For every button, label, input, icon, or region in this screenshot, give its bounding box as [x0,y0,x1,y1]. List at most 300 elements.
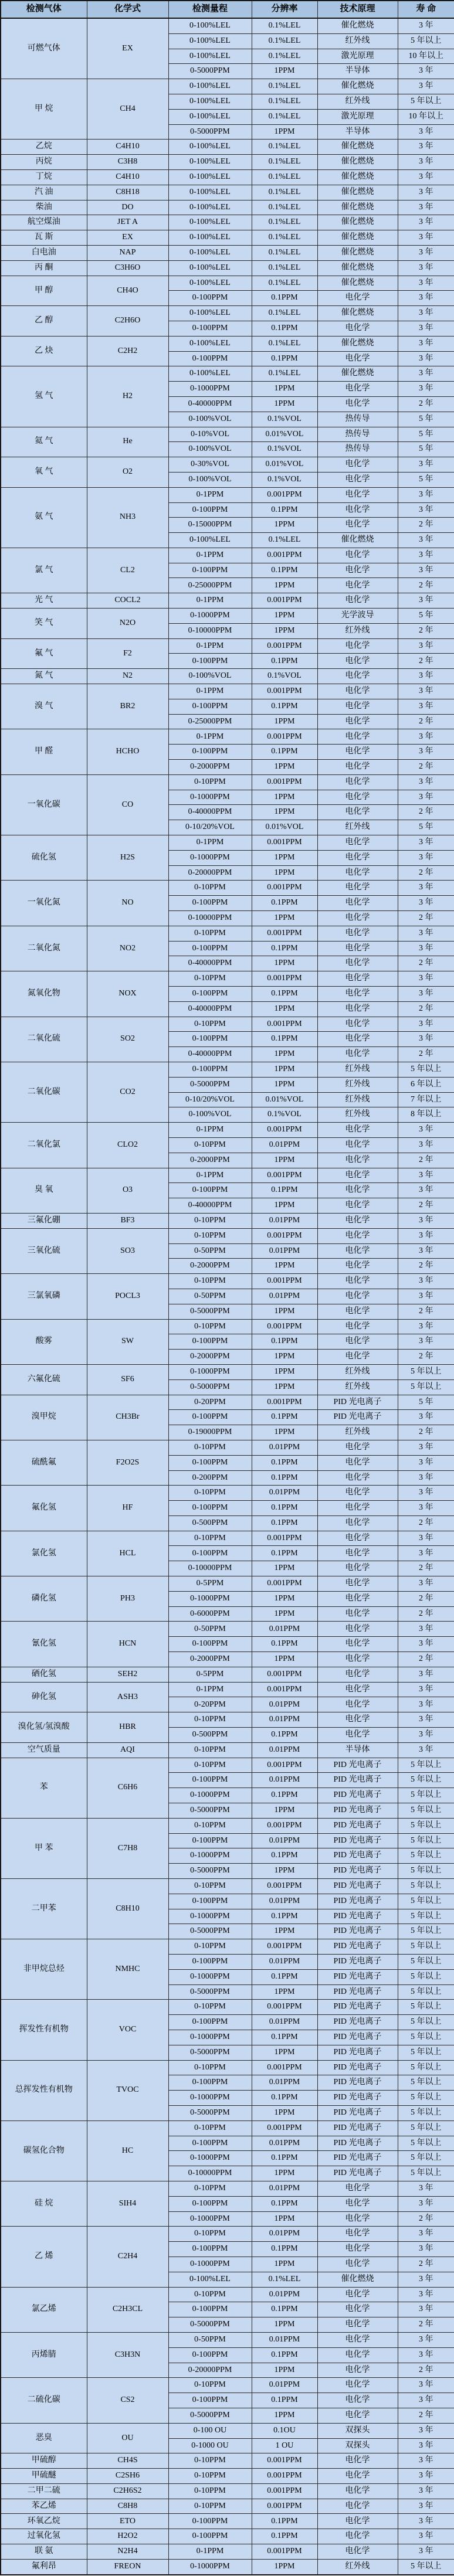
principle-cell: 电化学 [317,2393,398,2408]
formula-cell: C2H6O [87,306,168,337]
lifespan-cell: 2 年 [398,1350,454,1365]
gas-name-cell: 航空煤油 [1,215,87,230]
principle-cell: 红外线 [317,820,398,835]
principle-cell: 半导体 [317,1742,398,1758]
range-cell: 0-100PPM [168,2514,252,2529]
resolution-cell: 0.01PPM [252,1833,317,1848]
gas-name-cell: 碳氢化合物 [1,2120,87,2181]
formula-cell: SIH4 [87,2181,168,2226]
gas-name-cell: 硫酰氟 [1,1440,87,1485]
lifespan-cell: 3 年 [398,1017,454,1032]
range-cell: 0-100PPM [168,2242,252,2257]
resolution-cell: 1PPM [252,1364,317,1379]
resolution-cell: 0.001PPM [252,1879,317,1894]
range-cell: 0-100PPM [168,351,252,366]
principle-cell: 电化学 [317,1243,398,1259]
resolution-cell: 1PPM [252,1803,317,1819]
range-cell: 0-100PPM [168,1183,252,1198]
range-cell: 0-5000PPM [168,1924,252,1939]
gas-name-cell: 瓦 斯 [1,230,87,246]
table-row [1,200,454,215]
formula-cell: C2H2 [87,336,168,366]
range-cell: 0-10PPM [168,2181,252,2196]
range-cell: 0-100PPM [168,1501,252,1516]
resolution-cell: 1PPM [252,124,317,140]
gas-name-cell: 过氧化氢 [1,2529,87,2544]
lifespan-cell: 3 年 [398,1486,454,1501]
lifespan-cell: 3 年 [398,155,454,170]
lifespan-cell: 3 年 [398,1697,454,1712]
lifespan-cell: 5 年以上 [398,2030,454,2045]
lifespan-cell: 6 年以上 [398,1077,454,1092]
gas-name-cell: 溴化氢/氢溴酸 [1,1712,87,1743]
principle-cell: 电化学 [317,472,398,487]
principle-cell: 电化学 [317,548,398,563]
principle-cell: 红外线 [317,33,398,49]
principle-cell: 催化燃烧 [317,215,398,230]
formula-cell: VOC [87,2000,168,2060]
range-cell: 0-2000PPM [168,760,252,775]
range-cell: 0-10000PPM [168,2166,252,2181]
range-cell: 0-100%LEL [168,79,252,94]
principle-cell: 电化学 [317,684,398,699]
principle-cell: PID 光电离子 [317,2000,398,2015]
principle-cell: 电化学 [317,1001,398,1017]
range-cell: 0-100%LEL [168,33,252,49]
gas-name-cell: 砷化氢 [1,1682,87,1712]
resolution-cell: 0.01PPM [252,1440,317,1455]
resolution-cell: 0.001PPM [252,1531,317,1546]
range-cell: 0-100PPM [168,699,252,714]
range-cell: 0-20PPM [168,1395,252,1410]
range-cell: 0-100%LEL [168,215,252,230]
lifespan-cell: 2 年 [398,1425,454,1440]
gas-name-cell: 苯乙烯 [1,2499,87,2514]
principle-cell: 催化燃烧 [317,185,398,200]
formula-cell: NMHC [87,1939,168,2000]
principle-cell: 电化学 [317,881,398,896]
formula-cell: HCL [87,1531,168,1576]
range-cell: 0-10PPM [168,1758,252,1773]
lifespan-cell: 3 年 [398,366,454,382]
range-cell: 0-10PPM [168,774,252,790]
lifespan-cell: 3 年 [398,2483,454,2499]
lifespan-cell: 3 年 [398,1576,454,1592]
lifespan-cell: 2 年 [398,714,454,729]
range-cell: 0-10PPM [168,1531,252,1546]
table-row [1,1531,454,1546]
formula-cell: ETO [87,2514,168,2529]
table-row [1,1682,454,1697]
range-cell: 0-2000PPM [168,1259,252,1274]
resolution-cell: 1PPM [252,1652,317,1667]
formula-cell: PH3 [87,1576,168,1622]
range-cell: 0-100PPM [168,2015,252,2030]
lifespan-cell: 5 年以上 [398,1062,454,1077]
range-cell: 0-100PPM [168,2393,252,2408]
range-cell: 0-1000PPM [168,1909,252,1924]
principle-cell: 电化学 [317,2227,398,2242]
resolution-cell: 1PPM [252,956,317,971]
principle-cell: 电化学 [317,2242,398,2257]
principle-cell: 电化学 [317,457,398,473]
formula-cell: C2SH6 [87,2469,168,2484]
lifespan-cell: 3 年 [398,185,454,200]
range-cell: 0-100PPM [168,291,252,306]
gas-name-cell: 溴甲烷 [1,1395,87,1440]
lifespan-cell: 5 年以上 [398,2015,454,2030]
range-cell: 0-1000PPM [168,609,252,624]
principle-cell: PID 光电离子 [317,2060,398,2075]
resolution-cell: 0.1%LEL [252,33,317,49]
range-cell: 0-100PPM [168,563,252,578]
resolution-cell: 0.01PPM [252,1243,317,1259]
formula-cell: SO3 [87,1228,168,1273]
resolution-cell: 1PPM [252,578,317,593]
lifespan-cell: 5 年以上 [398,1879,454,1894]
formula-cell: NAP [87,245,168,260]
range-cell: 0-5000PPM [168,2408,252,2423]
principle-cell: 电化学 [317,1515,398,1531]
lifespan-cell: 3 年 [398,1243,454,1259]
resolution-cell: 0.001PPM [252,1168,317,1183]
resolution-cell: 0.1PPM [252,1032,317,1047]
range-cell: 0-10PPM [168,2227,252,2242]
column-header: 分辨率 [252,1,317,18]
principle-cell: 电化学 [317,1319,398,1334]
range-cell: 0-100%LEL [168,140,252,155]
range-cell: 0-10%VOL [168,427,252,442]
principle-cell: 红外线 [317,623,398,638]
range-cell: 0-100PPM [168,1062,252,1077]
lifespan-cell: 3 年 [398,1183,454,1198]
lifespan-cell: 3 年 [398,2196,454,2211]
table-row [1,1667,454,1682]
resolution-cell: 1PPM [252,1259,317,1274]
range-cell: 0-50PPM [168,1289,252,1304]
resolution-cell: 1PPM [252,1198,317,1214]
range-cell: 0-10PPM [168,1712,252,1728]
range-cell: 0-100PPM [168,2196,252,2211]
principle-cell: 激光原理 [317,109,398,124]
resolution-cell: 0.1%LEL [252,276,317,291]
resolution-cell: 0.1%LEL [252,336,317,351]
lifespan-cell: 3 年 [398,79,454,94]
principle-cell: PID 光电离子 [317,2075,398,2091]
formula-cell: TVOC [87,2060,168,2120]
gas-name-cell: 丁烷 [1,169,87,185]
principle-cell: PID 光电离子 [317,1864,398,1879]
resolution-cell: 0.1PPM [252,941,317,956]
formula-cell: NOX [87,971,168,1017]
table-row [1,230,454,246]
principle-cell: PID 光电离子 [317,1894,398,1909]
resolution-cell: 0.1PPM [252,1183,317,1198]
lifespan-cell: 3 年 [398,2181,454,2196]
range-cell: 0-100PPM [168,1955,252,1970]
resolution-cell: 0.01PPM [252,1622,317,1637]
resolution-cell: 0.01PPM [252,1486,317,1501]
lifespan-cell: 3 年 [398,2227,454,2242]
principle-cell: 催化燃烧 [317,260,398,276]
resolution-cell: 0.1PPM [252,2091,317,2106]
lifespan-cell: 2 年 [398,1259,454,1274]
table-row [1,1364,454,1379]
resolution-cell: 0.1PPM [252,1969,317,1984]
range-cell: 0-5000PPM [168,1379,252,1395]
range-cell: 0-100%LEL [168,366,252,382]
resolution-cell: 0.01PPM [252,2136,317,2151]
range-cell: 0-1PPM [168,487,252,502]
lifespan-cell: 3 年 [398,941,454,956]
principle-cell: 催化燃烧 [317,18,398,33]
principle-cell: 电化学 [317,593,398,609]
table-row [1,1168,454,1183]
lifespan-cell: 3 年 [398,1228,454,1243]
lifespan-cell: 3 年 [398,881,454,896]
range-cell: 0-50PPM [168,1243,252,1259]
principle-cell: 半导体 [317,64,398,79]
range-cell: 0-100PPM [168,1637,252,1652]
principle-cell: 电化学 [317,1274,398,1289]
principle-cell: 红外线 [317,1425,398,1440]
resolution-cell: 0.001PPM [252,593,317,609]
lifespan-cell: 3 年 [398,2272,454,2287]
gas-name-cell: 磷化氢 [1,1576,87,1622]
lifespan-cell: 3 年 [398,1712,454,1728]
range-cell: 0-5000PPM [168,64,252,79]
lifespan-cell: 2 年 [398,518,454,533]
principle-cell: 红外线 [317,1364,398,1379]
gas-name-cell: 氟 气 [1,638,87,669]
range-cell: 0-200PPM [168,1470,252,1486]
gas-name-cell: 硒化氢 [1,1667,87,1682]
lifespan-cell: 3 年 [398,1501,454,1516]
principle-cell: PID 光电离子 [317,2015,398,2030]
principle-cell: 电化学 [317,911,398,926]
resolution-cell: 1PPM [252,1984,317,2000]
table-row [1,427,454,442]
gas-name-cell: 苯 [1,1758,87,1818]
principle-cell: 电化学 [317,1486,398,1501]
resolution-cell: 1PPM [252,2105,317,2120]
principle-cell: 电化学 [317,2378,398,2393]
formula-cell: OU [87,2423,168,2453]
principle-cell: PID 光电离子 [317,2045,398,2060]
formula-cell: HF [87,1486,168,1531]
range-cell: 0-10PPM [168,2000,252,2015]
range-cell: 0-1000PPM [168,1969,252,1984]
range-cell: 0-2000PPM [168,1652,252,1667]
lifespan-cell: 5 年以上 [398,2091,454,2106]
principle-cell: 电化学 [317,805,398,820]
range-cell: 0-40000PPM [168,396,252,412]
resolution-cell: 0.1%LEL [252,94,317,109]
lifespan-cell: 3 年 [398,200,454,215]
range-cell: 0-1PPM [168,684,252,699]
range-cell: 0-10PPM [168,1274,252,1289]
principle-cell: 电化学 [317,2453,398,2469]
resolution-cell: 0.1PPM [252,1728,317,1743]
principle-cell: 电化学 [317,774,398,790]
resolution-cell: 0.001PPM [252,1274,317,1289]
lifespan-cell: 3 年 [398,502,454,518]
principle-cell: 红外线 [317,1077,398,1092]
gas-name-cell: 甲硫醚 [1,2469,87,2484]
gas-name-cell: 白电油 [1,245,87,260]
formula-cell: JET A [87,215,168,230]
table-row [1,18,454,33]
range-cell: 0-1PPM [168,593,252,609]
formula-cell: H2S [87,835,168,881]
resolution-cell: 0.01PPM [252,2287,317,2302]
resolution-cell: 0.1PPM [252,1637,317,1652]
formula-cell: BF3 [87,1213,168,1228]
lifespan-cell: 3 年 [398,124,454,140]
principle-cell: 催化燃烧 [317,2272,398,2287]
resolution-cell: 1PPM [252,911,317,926]
resolution-cell: 0.1PPM [252,1788,317,1803]
lifespan-cell: 3 年 [398,1319,454,1334]
lifespan-cell: 3 年 [398,2347,454,2363]
range-cell: 0-100%LEL [168,2272,252,2287]
lifespan-cell: 7 年以上 [398,1092,454,1107]
range-cell: 0-100PPM [168,1833,252,1848]
formula-cell: CO2 [87,1062,168,1122]
resolution-cell: 0.1PPM [252,699,317,714]
resolution-cell: 0.001PPM [252,2499,317,2514]
range-cell: 0-100%LEL [168,18,252,33]
resolution-cell: 0.1%LEL [252,169,317,185]
lifespan-cell: 2 年 [398,2408,454,2423]
resolution-cell: 0.1PPM [252,2151,317,2166]
resolution-cell: 1PPM [252,805,317,820]
principle-cell: PID 光电离子 [317,1395,398,1410]
resolution-cell: 0.001PPM [252,1017,317,1032]
resolution-cell: 0.01%VOL [252,427,317,442]
principle-cell: PID 光电离子 [317,1848,398,1864]
resolution-cell: 1PPM [252,2211,317,2227]
range-cell: 0-10PPM [168,2469,252,2484]
resolution-cell: 1PPM [252,1425,317,1440]
lifespan-cell: 3 年 [398,729,454,745]
principle-cell: 电化学 [317,1637,398,1652]
range-cell: 0-100PPM [168,654,252,669]
resolution-cell: 1PPM [252,1350,317,1365]
range-cell: 0-100%LEL [168,533,252,548]
range-cell: 0-10PPM [168,2453,252,2469]
table-row [1,729,454,745]
gas-name-cell: 三氟化硼 [1,1213,87,1228]
gas-name-cell: 氯化氢 [1,1531,87,1576]
lifespan-cell: 3 年 [398,1334,454,1350]
lifespan-cell: 3 年 [398,306,454,321]
lifespan-cell: 5 年 [398,820,454,835]
table-row [1,835,454,851]
lifespan-cell: 5 年以上 [398,1969,454,1984]
formula-cell: C2H3CL [87,2287,168,2332]
principle-cell: 催化燃烧 [317,306,398,321]
table-body [1,18,454,2575]
formula-cell: NO [87,881,168,926]
gas-name-cell: 丙烷 [1,155,87,170]
principle-cell: 电化学 [317,1531,398,1546]
lifespan-cell: 5 年 [398,442,454,457]
resolution-cell: 1PPM [252,1047,317,1062]
lifespan-cell: 5 年以上 [398,1924,454,1939]
formula-cell: CS2 [87,2378,168,2423]
lifespan-cell: 3 年 [398,336,454,351]
lifespan-cell: 3 年 [398,2302,454,2317]
principle-cell: 电化学 [317,2302,398,2317]
lifespan-cell: 3 年 [398,563,454,578]
lifespan-cell: 5 年以上 [398,2166,454,2181]
range-cell: 0-5000PPM [168,1984,252,2000]
table-row [1,1062,454,1077]
column-header: 检测气体 [1,1,87,18]
resolution-cell: 0.001PPM [252,2544,317,2560]
gas-name-cell: 恶臭 [1,2423,87,2453]
resolution-cell: 0.1%LEL [252,306,317,321]
gas-name-cell: 硅 烷 [1,2181,87,2226]
range-cell: 0-100%LEL [168,109,252,124]
formula-cell: C6H6 [87,1758,168,1818]
table-row [1,1123,454,1138]
principle-cell: 红外线 [317,1092,398,1107]
formula-cell: POCL3 [87,1274,168,1319]
formula-cell: CLO2 [87,1123,168,1168]
resolution-cell: 1PPM [252,2408,317,2423]
lifespan-cell: 5 年以上 [398,2105,454,2120]
gas-name-cell: 甲硫醇 [1,2453,87,2469]
principle-cell: 电化学 [317,1047,398,1062]
lifespan-cell: 2 年 [398,2211,454,2227]
principle-cell: 电化学 [317,1697,398,1712]
principle-cell: 电化学 [317,1561,398,1576]
principle-cell: 电化学 [317,1168,398,1183]
principle-cell: 电化学 [317,926,398,941]
range-cell: 0-100%VOL [168,1107,252,1123]
table-row [1,336,454,351]
resolution-cell: 0.01PPM [252,2332,317,2347]
table-row [1,2453,454,2469]
resolution-cell: 0.1PPM [252,2514,317,2529]
range-cell: 0-10000PPM [168,1561,252,1576]
principle-cell: 电化学 [317,987,398,1002]
lifespan-cell: 10 年以上 [398,49,454,64]
resolution-cell: 0.1PPM [252,745,317,760]
principle-cell: 电化学 [317,1712,398,1728]
principle-cell: 电化学 [317,1440,398,1455]
table-row [1,926,454,941]
range-cell: 0-10PPM [168,2483,252,2499]
lifespan-cell: 5 年以上 [398,1848,454,1864]
lifespan-cell: 3 年 [398,64,454,79]
lifespan-cell: 3 年 [398,593,454,609]
table-row [1,2483,454,2499]
range-cell: 0-40000PPM [168,956,252,971]
resolution-cell: 0.01PPM [252,2227,317,2242]
lifespan-cell: 3 年 [398,2332,454,2347]
principle-cell: 电化学 [317,760,398,775]
principle-cell: 电化学 [317,2529,398,2544]
resolution-cell: 0.01PPM [252,1773,317,1788]
principle-cell: 电化学 [317,2514,398,2529]
range-cell: 0-100PPM [168,1773,252,1788]
gas-name-cell: 二甲苯 [1,1879,87,1939]
principle-cell: PID 光电离子 [317,2091,398,2106]
lifespan-cell: 2 年 [398,1001,454,1017]
